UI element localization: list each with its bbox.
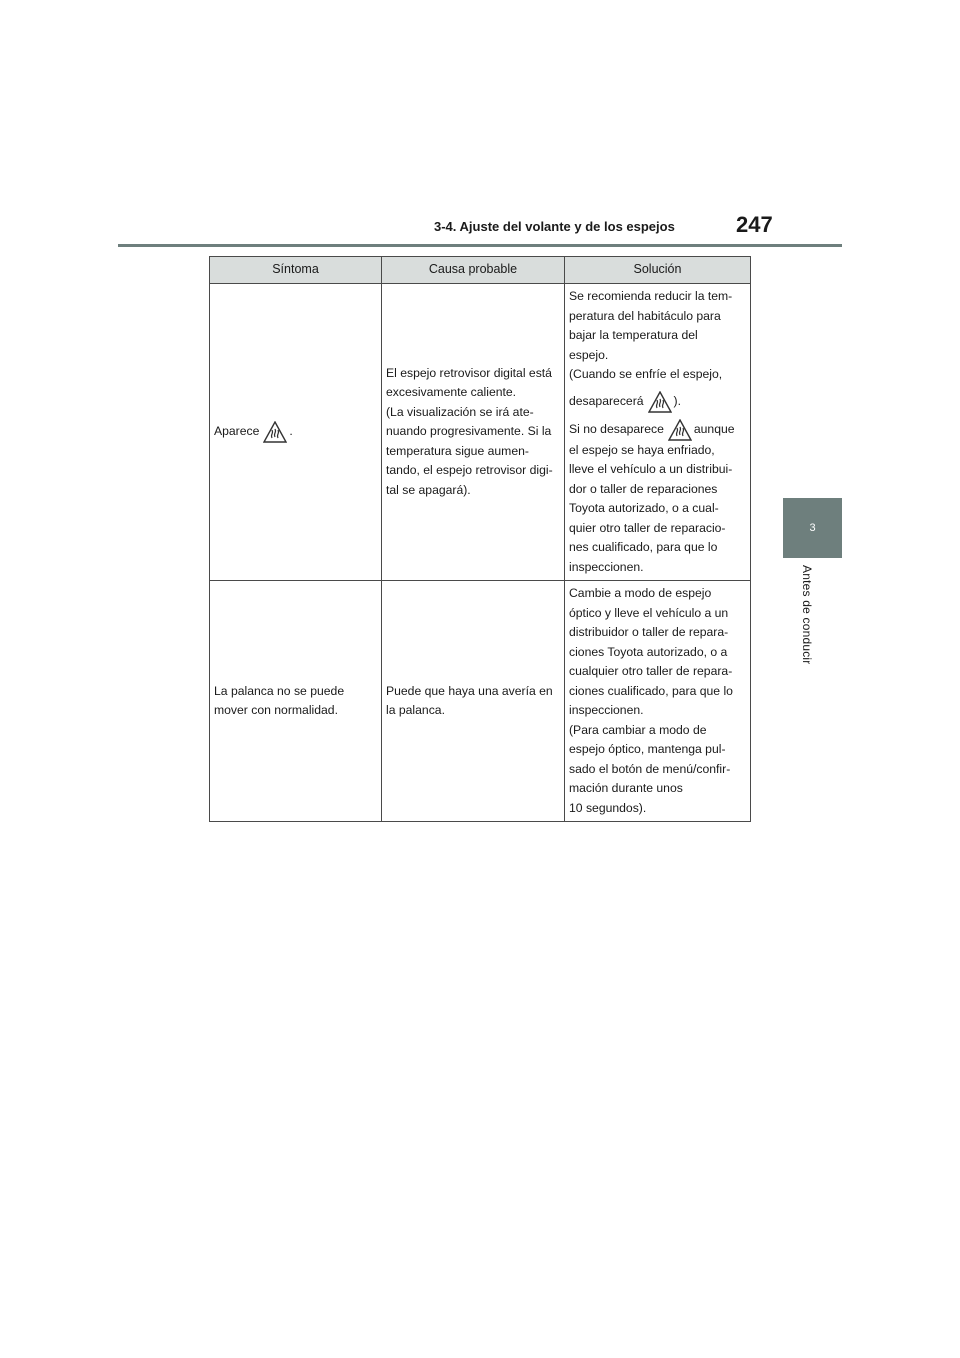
solution-line: peratura del habitáculo para [569, 308, 721, 323]
solution-line: 10 segundos). [569, 800, 647, 815]
cause-line: temperatura sigue aumen- [386, 443, 529, 458]
solution-line: (Cuando se enfríe el espejo, [569, 367, 723, 381]
solution-line: cualquier otro taller de repara- [569, 664, 733, 678]
symptom-cell [210, 581, 382, 822]
solution-cell [565, 581, 751, 822]
solution-line: (Para cambiar a modo de [569, 722, 707, 737]
symptom-cell [210, 284, 382, 581]
mirror-overheat-warning-icon [263, 421, 287, 443]
solution-line: óptico y lleve el vehículo a un [569, 605, 729, 620]
solution-text: aunque [693, 421, 735, 436]
chapter-number: 3 [809, 522, 816, 534]
solution-line-with-icon [569, 419, 747, 441]
solution-line: Cambie a modo de espejo [569, 586, 712, 600]
solution-line: sado el botón de menú/confir- [569, 761, 731, 776]
cause-line: El espejo retrovisor digital está [386, 365, 552, 380]
solution-line: nes cualificado, para que lo [569, 540, 718, 554]
solution-line: Toyota autorizado, o a cual- [569, 501, 719, 515]
solution-line: lleve el vehículo a un distribui- [569, 462, 733, 476]
cause-line: Puede que haya una avería en [386, 683, 553, 698]
chapter-tab [783, 498, 842, 558]
section-title: 3-4. Ajuste del volante y de los espejos [434, 219, 675, 234]
header-rule [118, 244, 842, 247]
table-row [210, 581, 751, 822]
page-header [118, 212, 842, 246]
solution-line-with-icon [569, 391, 747, 413]
solution-line: Se recomienda reducir la tem- [569, 289, 733, 303]
page-number: 247 [736, 212, 773, 237]
mirror-overheat-warning-icon [668, 419, 692, 441]
solution-line: espejo. [569, 347, 609, 362]
cause-line: excesivamente caliente. [386, 385, 517, 400]
solution-line: el espejo se haya enfriado, [569, 442, 715, 457]
solution-text: Si no desaparece [569, 421, 664, 436]
table-header-row [210, 257, 751, 284]
symptom-line: La palanca no se puede [214, 683, 345, 698]
solution-line: inspeccionen. [569, 703, 644, 717]
cause-cell [382, 581, 565, 822]
cause-cell [382, 284, 565, 581]
solution-cell [565, 284, 751, 581]
solution-line: mación durante unos [569, 781, 683, 795]
header-cause: Causa probable [382, 257, 565, 284]
solution-line: bajar la temperatura del [569, 328, 698, 342]
cause-line: tando, el espejo retrovisor digi- [386, 463, 553, 478]
mirror-overheat-warning-icon [648, 391, 672, 413]
solution-line: inspeccionen. [569, 559, 644, 574]
troubleshooting-table [209, 256, 751, 822]
cause-line: nuando progresivamente. Si la [386, 424, 552, 439]
symptom-line: mover con normalidad. [214, 703, 338, 717]
solution-line: quier otro taller de reparacio- [569, 520, 726, 535]
solution-text: ). [673, 393, 681, 408]
cause-line: (La visualización se irá ate- [386, 404, 534, 419]
header-solution: Solución [565, 257, 751, 284]
symptom-text: Aparece [214, 424, 260, 439]
symptom-text-end: . [289, 424, 293, 439]
solution-text: desaparecerá [569, 393, 644, 408]
solution-line: distribuidor o taller de repara- [569, 625, 729, 639]
solution-line: ciones cualificado, para que lo [569, 683, 733, 698]
cause-line: la palanca. [386, 703, 445, 717]
chapter-label: Antes de conducir [800, 565, 814, 665]
solution-line: dor o taller de reparaciones [569, 481, 718, 496]
solution-line: ciones Toyota autorizado, o a [569, 644, 728, 659]
solution-line: espejo óptico, mantenga pul- [569, 742, 726, 756]
cause-line: tal se apagará). [386, 482, 471, 497]
table-row [210, 284, 751, 581]
header-symptom: Síntoma [210, 257, 382, 284]
